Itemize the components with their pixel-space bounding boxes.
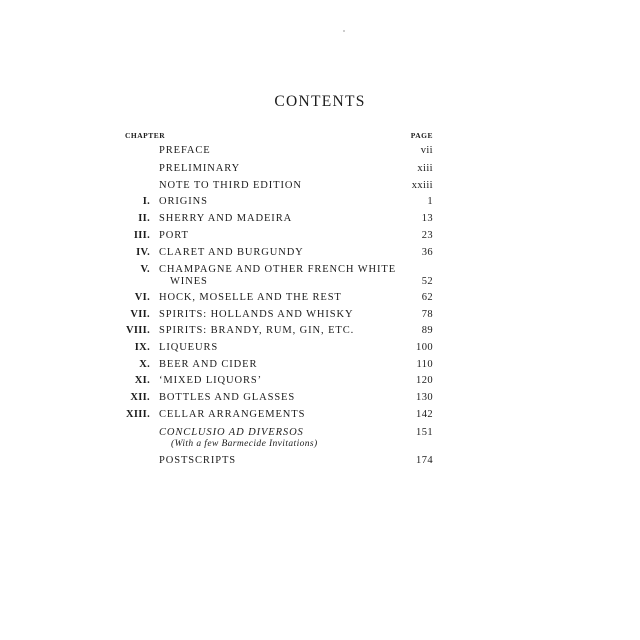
toc-entry-preface [0, 145, 640, 161]
toc-entry-chapter-7 [0, 309, 640, 325]
page-number: 151 [416, 427, 433, 438]
chapter-title: POSTSCRIPTS [159, 455, 237, 466]
page-number: 23 [421, 230, 433, 241]
toc-entry-chapter-12 [0, 392, 640, 408]
toc-entry-chapter-3 [0, 230, 640, 246]
page-number: 62 [421, 292, 433, 303]
toc-entry-chapter-1 [0, 196, 640, 212]
chapter-title: SPIRITS: HOLLANDS AND WHISKY [159, 309, 354, 320]
chapter-subtitle: (With a few Barmecide Invitations) [171, 439, 318, 449]
toc-entry-postscripts [0, 455, 640, 471]
chapter-title: SHERRY AND MADEIRA [159, 213, 293, 224]
chapter-number: IX. [134, 342, 150, 353]
chapter-title: ‘MIXED LIQUORS’ [159, 375, 263, 386]
toc-entry-chapter-2 [0, 213, 640, 229]
toc-entry-chapter-11 [0, 375, 640, 391]
page-title: CONTENTS [274, 93, 366, 110]
chapter-number: XI. [134, 375, 150, 386]
chapter-title: LIQUEURS [159, 342, 219, 353]
chapter-number: IV. [136, 247, 150, 258]
chapter-number: XIII. [126, 409, 150, 420]
chapter-title [159, 427, 404, 450]
chapter-number: XII. [130, 392, 150, 403]
toc-entry-chapter-9 [0, 342, 640, 358]
toc-entry-third-edition [0, 180, 640, 196]
chapter-title: CELLAR ARRANGEMENTS [159, 409, 306, 420]
page-number: xxiii [411, 180, 433, 191]
chapter-title-line-1: CHAMPAGNE AND OTHER FRENCH WHITE [159, 264, 397, 275]
page-number: 1 [427, 196, 433, 207]
chapter-title-line-1: CONCLUSIO AD DIVERSOS [159, 427, 304, 438]
chapter-number: VIII. [126, 325, 150, 336]
page-number: xiii [417, 163, 433, 174]
page-column-header: PAGE [410, 131, 433, 140]
chapter-column-header: CHAPTER [125, 131, 166, 140]
chapter-number: III. [133, 230, 150, 241]
page-number: 52 [421, 276, 433, 287]
chapter-title: PORT [159, 230, 189, 241]
toc-entry-chapter-8 [0, 325, 640, 341]
chapter-number: X. [139, 359, 150, 370]
toc-entry-chapter-13 [0, 409, 640, 425]
chapter-number: VII. [130, 309, 150, 320]
chapter-title: NOTE TO THIRD EDITION [159, 180, 302, 191]
chapter-title: SPIRITS: BRANDY, RUM, GIN, ETC. [159, 325, 355, 336]
toc-entry-chapter-10 [0, 359, 640, 375]
page-number: 110 [416, 359, 433, 370]
toc-entry-conclusio [0, 427, 640, 453]
toc-entry-chapter-6 [0, 292, 640, 308]
page-number: 36 [421, 247, 433, 258]
toc-entry-preliminary [0, 163, 640, 179]
page-number: 89 [421, 325, 433, 336]
chapter-number: V. [140, 264, 150, 275]
chapter-title: HOCK, MOSELLE AND THE REST [159, 292, 342, 303]
page-number: 13 [421, 213, 433, 224]
page-number: 120 [416, 375, 433, 386]
chapter-number: I. [142, 196, 150, 207]
paper-speck [343, 30, 345, 32]
page-number: 142 [416, 409, 433, 420]
chapter-title: ORIGINS [159, 196, 208, 207]
chapter-number: II. [138, 213, 150, 224]
page-number: vii [420, 145, 433, 156]
page-number: 100 [416, 342, 433, 353]
toc-entry-chapter-4 [0, 247, 640, 263]
chapter-title [159, 264, 404, 288]
page-number: 174 [416, 455, 433, 466]
page-number: 130 [416, 392, 433, 403]
chapter-title: PREFACE [159, 145, 211, 156]
chapter-title: BEER AND CIDER [159, 359, 258, 370]
chapter-title-line-2: WINES [170, 276, 208, 287]
chapter-number: VI. [134, 292, 150, 303]
page-number: 78 [421, 309, 433, 320]
toc-entry-chapter-5 [0, 264, 640, 292]
chapter-title: PRELIMINARY [159, 163, 241, 174]
chapter-title: BOTTLES AND GLASSES [159, 392, 296, 403]
chapter-title: CLARET AND BURGUNDY [159, 247, 304, 258]
